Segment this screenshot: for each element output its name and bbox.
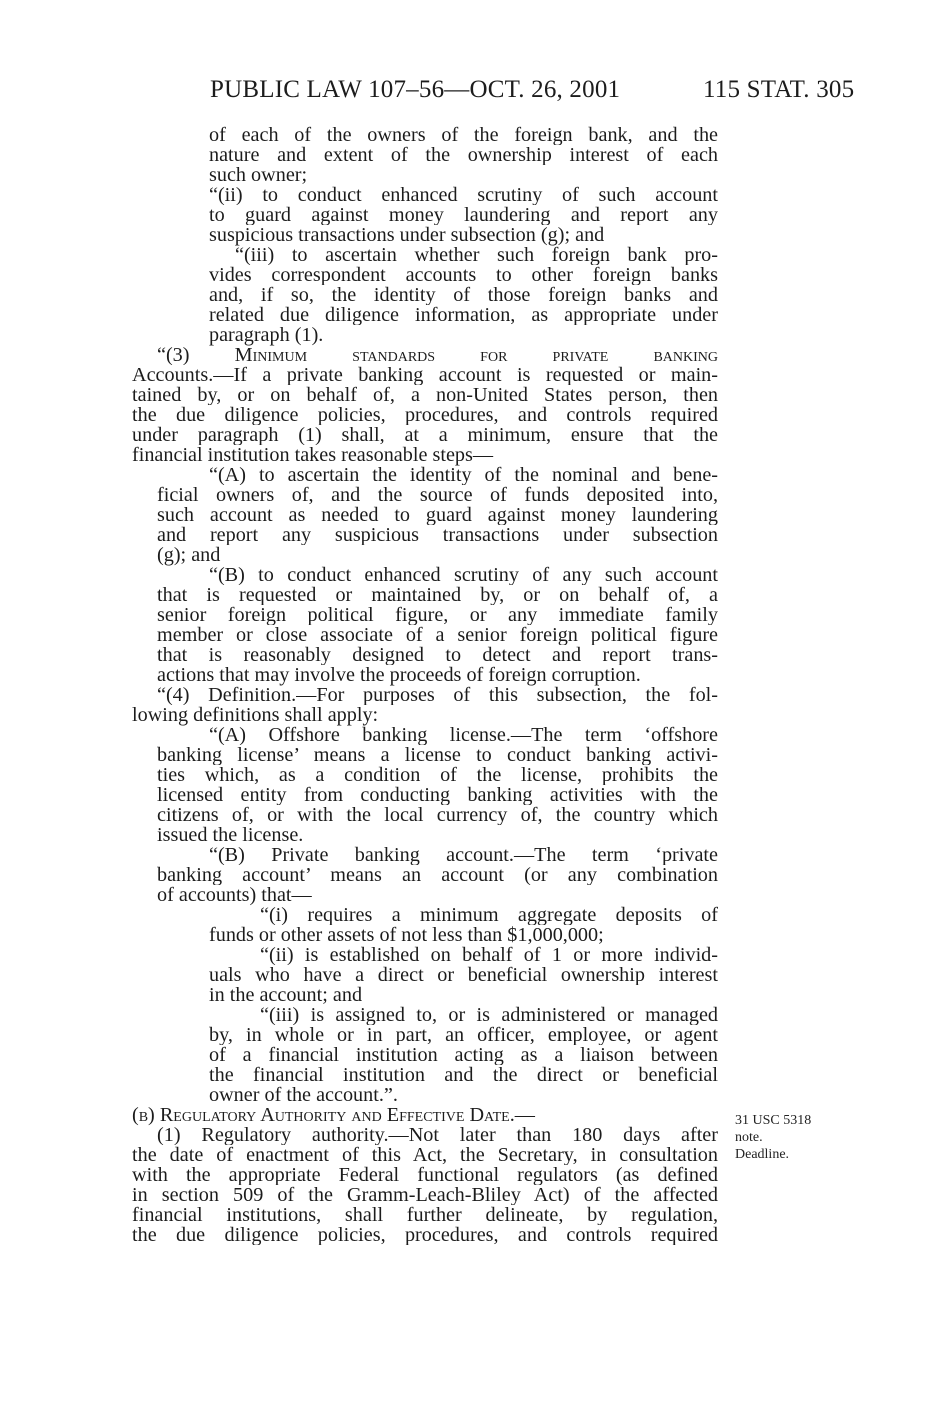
text-line: “(B) to conduct enhanced scrutiny of any such account (209, 565, 718, 585)
text-line: financial institution takes reasonable steps— (132, 444, 494, 466)
text-line: banking account’ means an account (or any combination (157, 865, 718, 885)
text-line: actions that may involve the proceeds of foreign corruption. (157, 664, 641, 686)
margin-note-deadline: Deadline. (735, 1147, 790, 1162)
text-line: of a financial institution acting as a liaison between (209, 1045, 718, 1065)
text-line: licensed entity from conducting banking activities with the (157, 785, 718, 805)
text-line: lowing definitions shall apply: (132, 704, 379, 726)
text-line: with the appropriate Federal functional regulators (as defined (132, 1165, 718, 1185)
text-line: such owner; (209, 164, 308, 186)
margin-note-citation: 31 USC 5318 (735, 1113, 812, 1128)
text-line: in section 509 of the Gramm-Leach-Bliley Act) of the affected (132, 1185, 718, 1205)
page-number: 115 STAT. 305 (703, 76, 855, 103)
text-line: the due diligence policies, procedures, and controls required (132, 405, 718, 425)
text-line: (g); and (157, 544, 221, 566)
text-line: owner of the account.”. (209, 1084, 398, 1106)
text-line: “(i) requires a minimum aggregate deposits of (260, 905, 718, 925)
text-line: “(ii) to conduct enhanced scrutiny of such account (209, 185, 718, 205)
text-line: related due diligence information, as appropriate under (209, 305, 718, 325)
text-line: the due diligence policies, procedures, and controls required (132, 1225, 718, 1245)
text-line: “(iii) is assigned to, or is administered or managed (260, 1005, 718, 1025)
text-line: “(A) Offshore banking license.—The term ‘offshore (209, 725, 718, 745)
text-line: member or close associate of a senior foreign political figure (157, 625, 718, 645)
text-line: uals who have a direct or beneficial ownership interest (209, 965, 718, 985)
text-line: vides correspondent accounts to other foreign banks (209, 265, 718, 285)
text-line: citizens of, or with the local currency of, the country which (157, 805, 718, 825)
text-line: paragraph (1). (209, 324, 324, 346)
text-line: (1) Regulatory authority.—Not later than 180 days after (157, 1125, 718, 1145)
text-line: the financial institution and the direct or beneficial (209, 1065, 718, 1085)
text-line: of accounts) that— (157, 884, 312, 906)
text-line: banking license’ means a license to conduct banking activi- (157, 745, 718, 765)
text-line: “(4) Definition.—For purposes of this subsection, the fol- (157, 685, 718, 705)
text-line: tained by, or on behalf of, a non-United States person, then (132, 385, 718, 405)
text-line: “(3) Minimum standards for private banking (157, 345, 718, 365)
text-line: financial institutions, shall further delineate, by regulation, (132, 1205, 718, 1225)
text-line: that is requested or maintained by, or on behalf of, a (157, 585, 718, 605)
text-line: “(A) to ascertain the identity of the nominal and bene- (209, 465, 718, 485)
text-line: “(ii) is established on behalf of 1 or more individ- (260, 945, 718, 965)
text-line: in the account; and (209, 984, 363, 1006)
text-line: that is reasonably designed to detect and report trans- (157, 645, 718, 665)
text-line: funds or other assets of not less than $1,000,000; (209, 924, 604, 946)
text-line: nature and extent of the ownership interest of each (209, 145, 718, 165)
text-line: of each of the owners of the foreign bank, and the (209, 125, 718, 145)
margin-note-note: note. (735, 1130, 763, 1145)
statute-body-text (132, 125, 718, 1245)
text-line: “(B) Private banking account.—The term ‘private (209, 845, 718, 865)
text-line: and report any suspicious transactions under subsection (157, 525, 718, 545)
text-line: and, if so, the identity of those foreign banks and (209, 285, 718, 305)
text-line: issued the license. (157, 824, 304, 846)
text-line: under paragraph (1) shall, at a minimum, ensure that the (132, 425, 718, 445)
text-line: by, in whole or in part, an officer, employee, or agent (209, 1025, 718, 1045)
text-line: ficial owners of, and the source of funds deposited into, (157, 485, 718, 505)
text-line: such account as needed to guard against money laundering (157, 505, 718, 525)
text-line: senior foreign political figure, or any immediate family (157, 605, 718, 625)
margin-note (735, 1112, 811, 1163)
text-line: suspicious transactions under subsection (g); and (209, 224, 605, 246)
text-line: “(iii) to ascertain whether such foreign bank pro- (235, 245, 718, 265)
text-line: ties which, as a condition of the license, prohibits the (157, 765, 718, 785)
text-line: Accounts.—If a private banking account is requested or main- (132, 365, 718, 385)
running-header-title: PUBLIC LAW 107–56—OCT. 26, 2001 (210, 76, 621, 103)
text-line: (b) Regulatory Authority and Effective Date.— (132, 1104, 535, 1126)
text-line: to guard against money laundering and report any (209, 205, 718, 225)
text-line: the date of enactment of this Act, the Secretary, in consultation (132, 1145, 718, 1165)
